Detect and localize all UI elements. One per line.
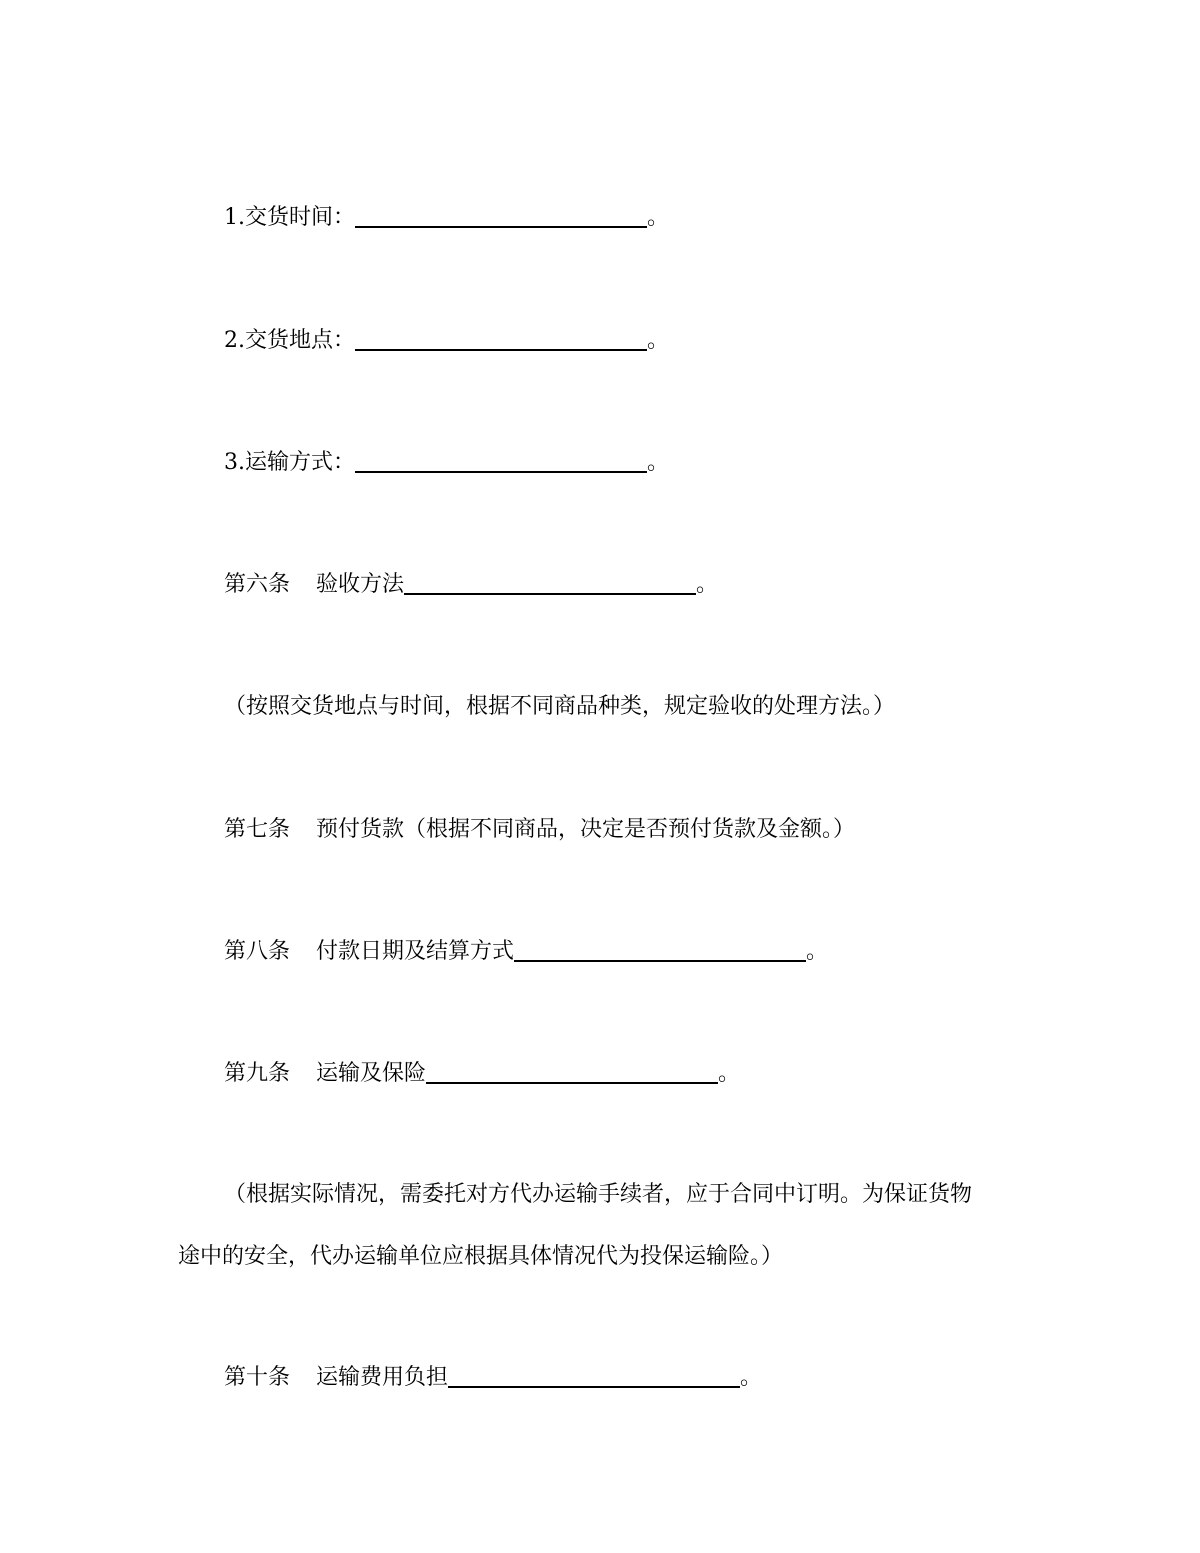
- article-6-line: [224, 570, 718, 600]
- article-10-number: 第十条: [224, 1365, 291, 1390]
- article-10-line: [224, 1363, 762, 1393]
- delivery-place-line: [224, 326, 669, 356]
- delivery-place-blank[interactable]: [355, 327, 647, 351]
- article-9-number: 第九条: [224, 1061, 291, 1086]
- article-6-note: （按照交货地点与时间，根据不同商品种类，规定验收的处理方法。）: [224, 694, 896, 719]
- line-end-mark: 。: [806, 939, 829, 964]
- transport-mode-blank[interactable]: [355, 449, 647, 473]
- delivery-time-label: 1.交货时间：: [224, 205, 355, 230]
- line-end-mark: 。: [718, 1061, 741, 1086]
- article-9-line: [224, 1059, 740, 1089]
- article-7-line: [224, 815, 855, 845]
- line-end-mark: 。: [696, 572, 719, 597]
- article-6-number: 第六条: [224, 572, 291, 597]
- line-end-mark: 。: [647, 328, 670, 353]
- article-10-blank[interactable]: [448, 1364, 740, 1388]
- line-end-mark: 。: [740, 1365, 763, 1390]
- article-6-title: 验收方法: [316, 572, 405, 597]
- article-7-title: 预付货款（根据不同商品，决定是否预付货款及金额。）: [316, 817, 856, 842]
- article-8-title: 付款日期及结算方式: [316, 939, 515, 964]
- article-9-blank[interactable]: [426, 1060, 718, 1084]
- line-end-mark: 。: [647, 450, 670, 475]
- article-9-note-line-2: 途中的安全，代办运输单位应根据具体情况代为投保运输险。）: [178, 1244, 784, 1269]
- article-8-line: [224, 937, 828, 967]
- article-7-number: 第七条: [224, 817, 291, 842]
- delivery-time-blank[interactable]: [355, 204, 647, 228]
- article-6-blank[interactable]: [404, 571, 696, 595]
- article-9-title: 运输及保险: [316, 1061, 427, 1086]
- transport-mode-label: 3.运输方式：: [224, 450, 355, 475]
- delivery-place-label: 2.交货地点：: [224, 328, 355, 353]
- article-8-number: 第八条: [224, 939, 291, 964]
- transport-mode-line: [224, 448, 669, 478]
- line-end-mark: 。: [647, 205, 670, 230]
- article-10-title: 运输费用负担: [316, 1365, 449, 1390]
- article-9-note-line-1: （根据实际情况，需委托对方代办运输手续者，应于合同中订明。为保证货物: [224, 1182, 973, 1207]
- delivery-time-line: [224, 203, 669, 233]
- article-8-blank[interactable]: [514, 938, 806, 962]
